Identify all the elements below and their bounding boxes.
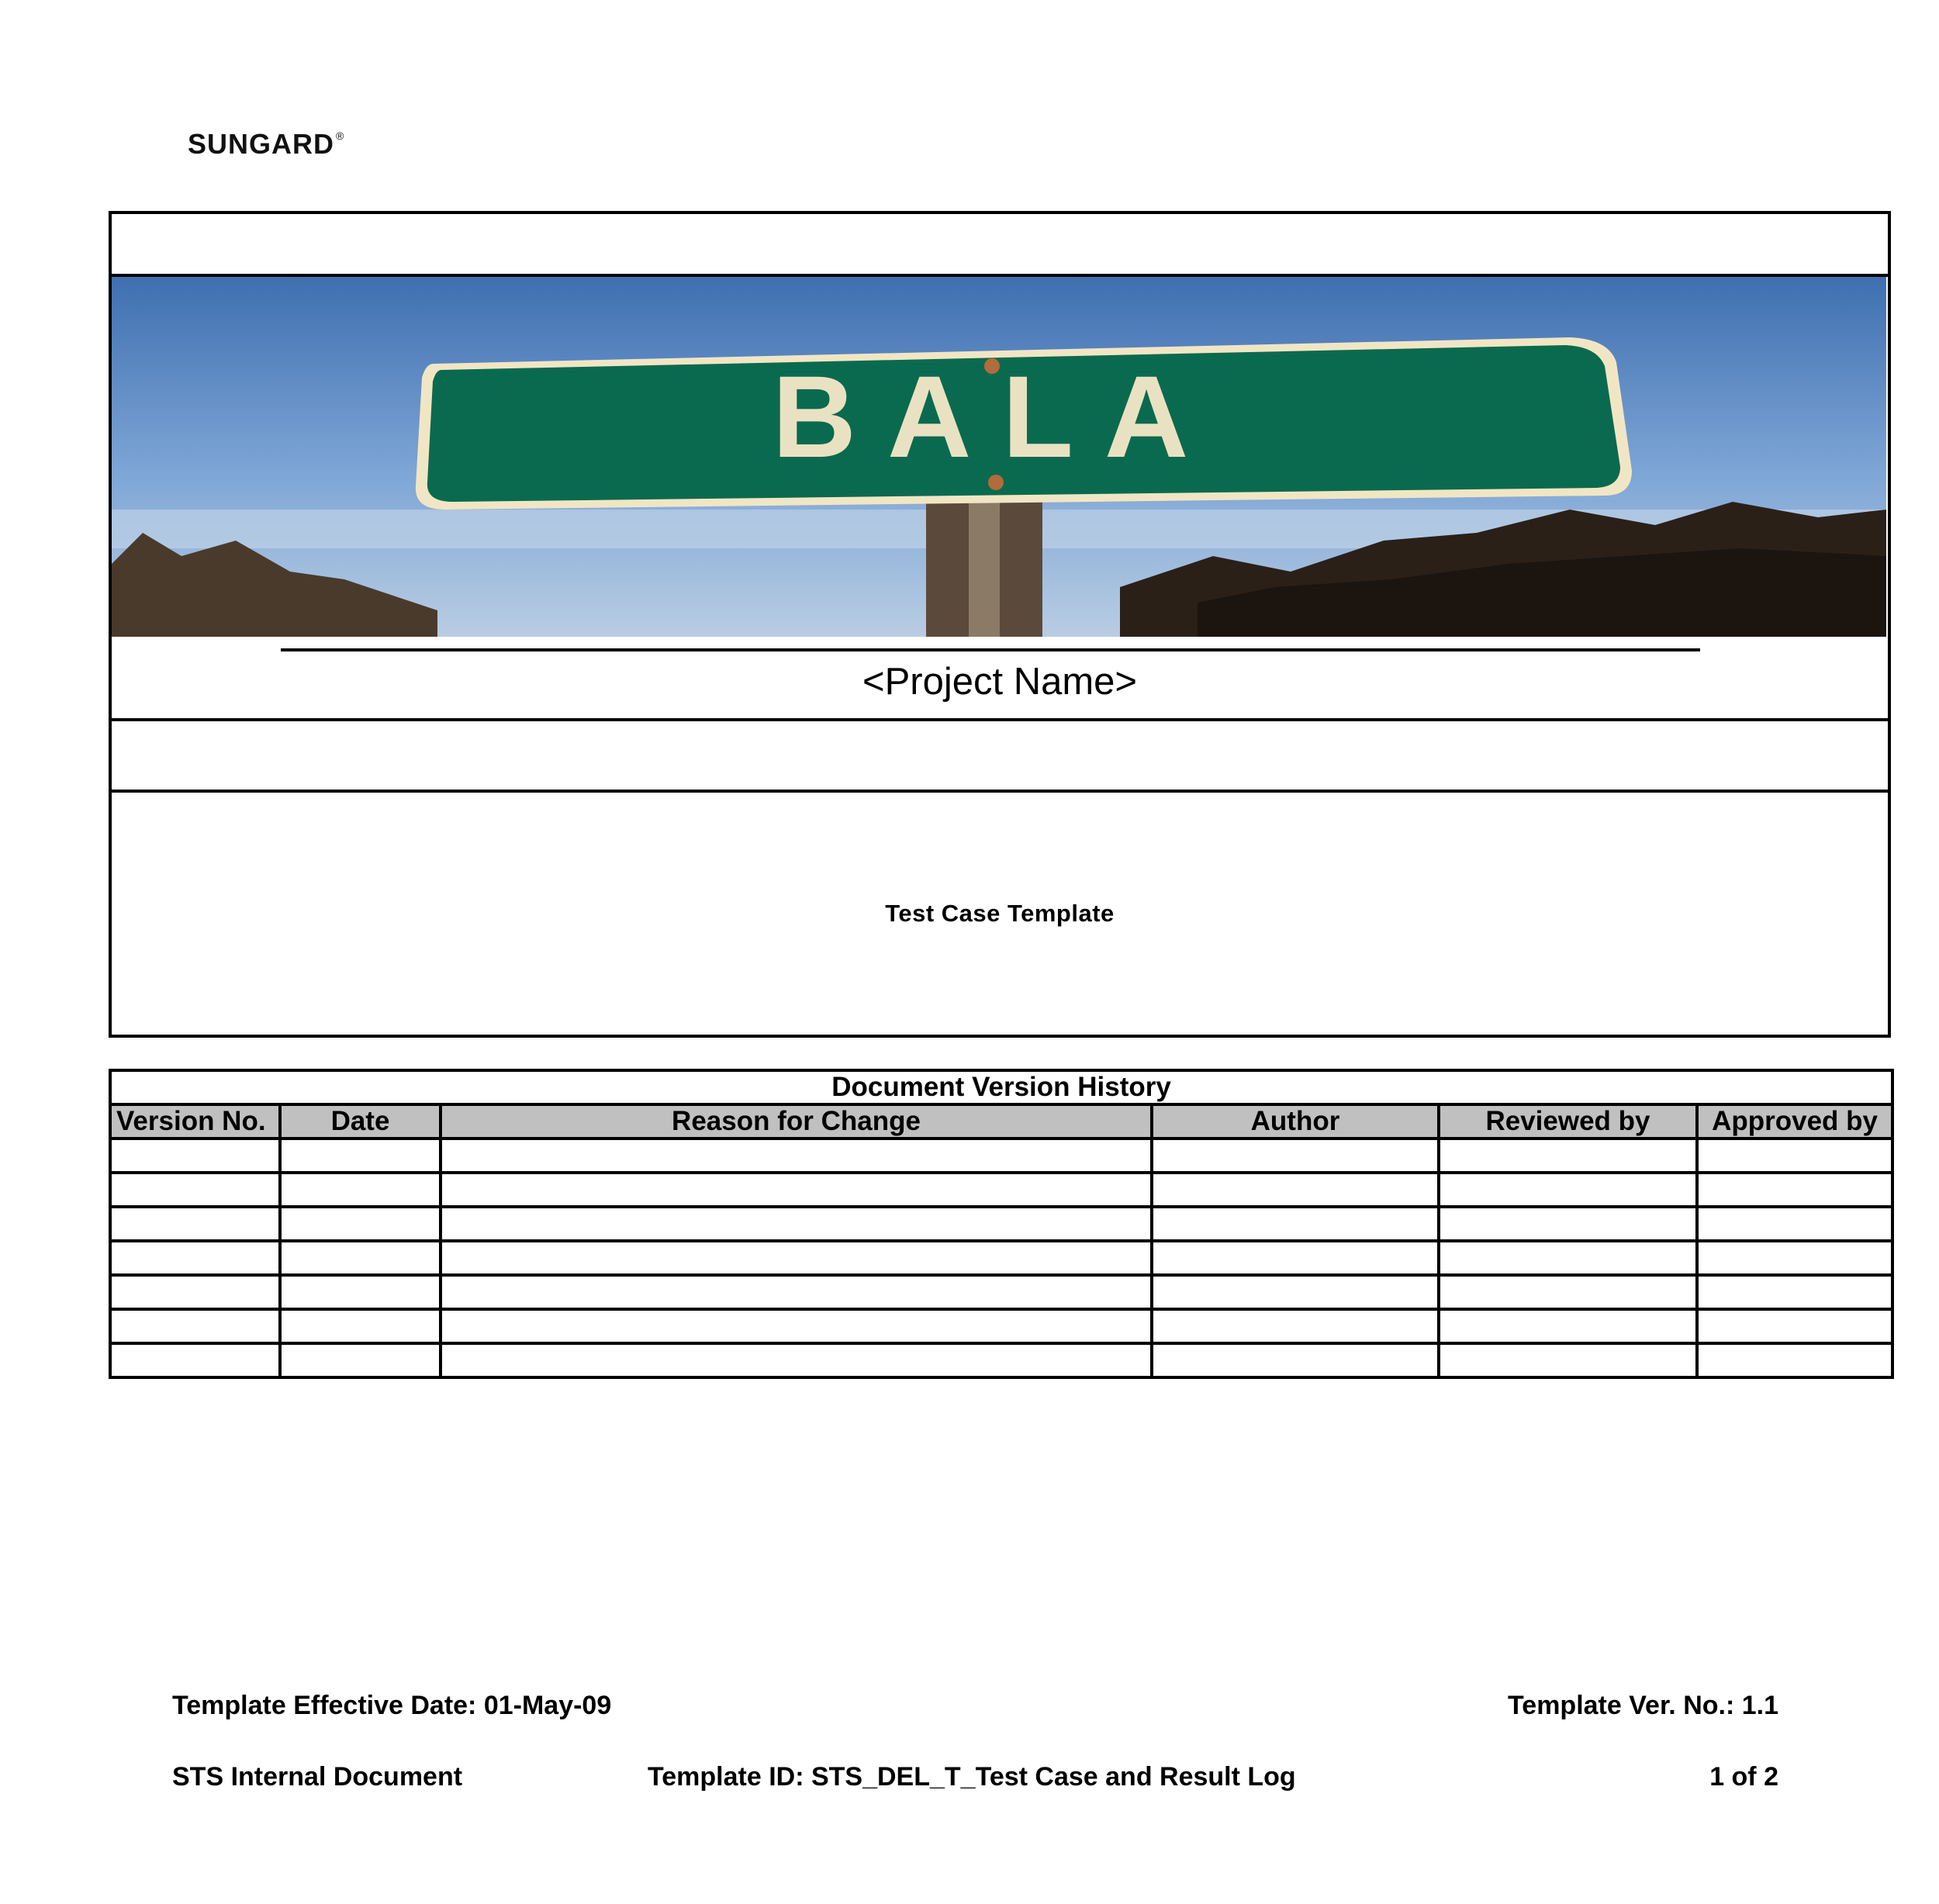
table-cell[interactable] [1152,1207,1439,1241]
divider [112,790,1888,793]
divider [112,718,1888,721]
banner-image [112,277,1886,637]
column-header: Date [280,1104,441,1139]
company-logo [188,128,344,161]
table-cell[interactable] [441,1275,1152,1309]
table-cell[interactable] [1697,1241,1892,1275]
table-cell[interactable] [110,1309,280,1343]
table-cell[interactable] [1152,1275,1439,1309]
table-row [110,1241,1892,1275]
table-cell[interactable] [280,1207,441,1241]
table-cell[interactable] [1152,1343,1439,1377]
sign-text: BALA [772,351,1220,482]
table-cell[interactable] [280,1309,441,1343]
table-caption: Document Version History [110,1070,1892,1104]
table-cell[interactable] [1697,1207,1892,1241]
document-classification: STS Internal Document [172,1762,463,1792]
table-cell[interactable] [441,1207,1152,1241]
table-cell[interactable] [1152,1139,1439,1173]
column-header: Author [1152,1104,1439,1139]
table-cell[interactable] [441,1241,1152,1275]
title-underline [281,648,1700,651]
template-version: Template Ver. No.: 1.1 [1508,1691,1778,1720]
table-cell[interactable] [280,1139,441,1173]
column-header: Approved by [1697,1104,1892,1139]
table-cell[interactable] [110,1173,280,1207]
cover-box [109,211,1891,1038]
table-row [110,1173,1892,1207]
table-cell[interactable] [1439,1241,1697,1275]
template-id: Template ID: STS_DEL_T_Test Case and Result Log [648,1762,1296,1792]
table-row [110,1309,1892,1343]
table-cell[interactable] [280,1173,441,1207]
table-cell[interactable] [110,1275,280,1309]
template-effective-date: Template Effective Date: 01-May-09 [172,1691,612,1720]
registered-mark: ® [336,130,345,142]
table-cell[interactable] [110,1139,280,1173]
column-header: Reviewed by [1439,1104,1697,1139]
table-cell[interactable] [1152,1309,1439,1343]
table-cell[interactable] [1697,1173,1892,1207]
table-cell[interactable] [280,1241,441,1275]
version-history-table [109,1069,1894,1379]
table-cell[interactable] [280,1343,441,1377]
table-cell[interactable] [1697,1343,1892,1377]
street-sign-photo [112,277,1886,637]
table-cell[interactable] [1439,1309,1697,1343]
table-cell[interactable] [1439,1275,1697,1309]
table-cell[interactable] [1152,1241,1439,1275]
table-cell[interactable] [1152,1173,1439,1207]
table-row [110,1207,1892,1241]
table-cell[interactable] [441,1343,1152,1377]
table-cell[interactable] [441,1173,1152,1207]
table-cell[interactable] [1439,1343,1697,1377]
table-cell[interactable] [1697,1309,1892,1343]
table-cell[interactable] [1697,1139,1892,1173]
table-cell[interactable] [1439,1139,1697,1173]
table-row [110,1139,1892,1173]
table-cell[interactable] [1697,1275,1892,1309]
table-cell[interactable] [110,1343,280,1377]
table-cell[interactable] [110,1207,280,1241]
table-cell[interactable] [1439,1173,1697,1207]
table-row [110,1343,1892,1377]
logo-text: SUNGARD [188,128,335,160]
table-row [110,1275,1892,1309]
table-cell[interactable] [110,1241,280,1275]
project-name: <Project Name> [862,661,1138,703]
column-header: Version No. [110,1104,280,1139]
document-type: Test Case Template [885,900,1115,927]
table-cell[interactable] [1439,1207,1697,1241]
page-number: 1 of 2 [1709,1762,1778,1792]
table-cell[interactable] [441,1139,1152,1173]
column-header: Reason for Change [441,1104,1152,1139]
table-cell[interactable] [441,1309,1152,1343]
table-cell[interactable] [280,1275,441,1309]
